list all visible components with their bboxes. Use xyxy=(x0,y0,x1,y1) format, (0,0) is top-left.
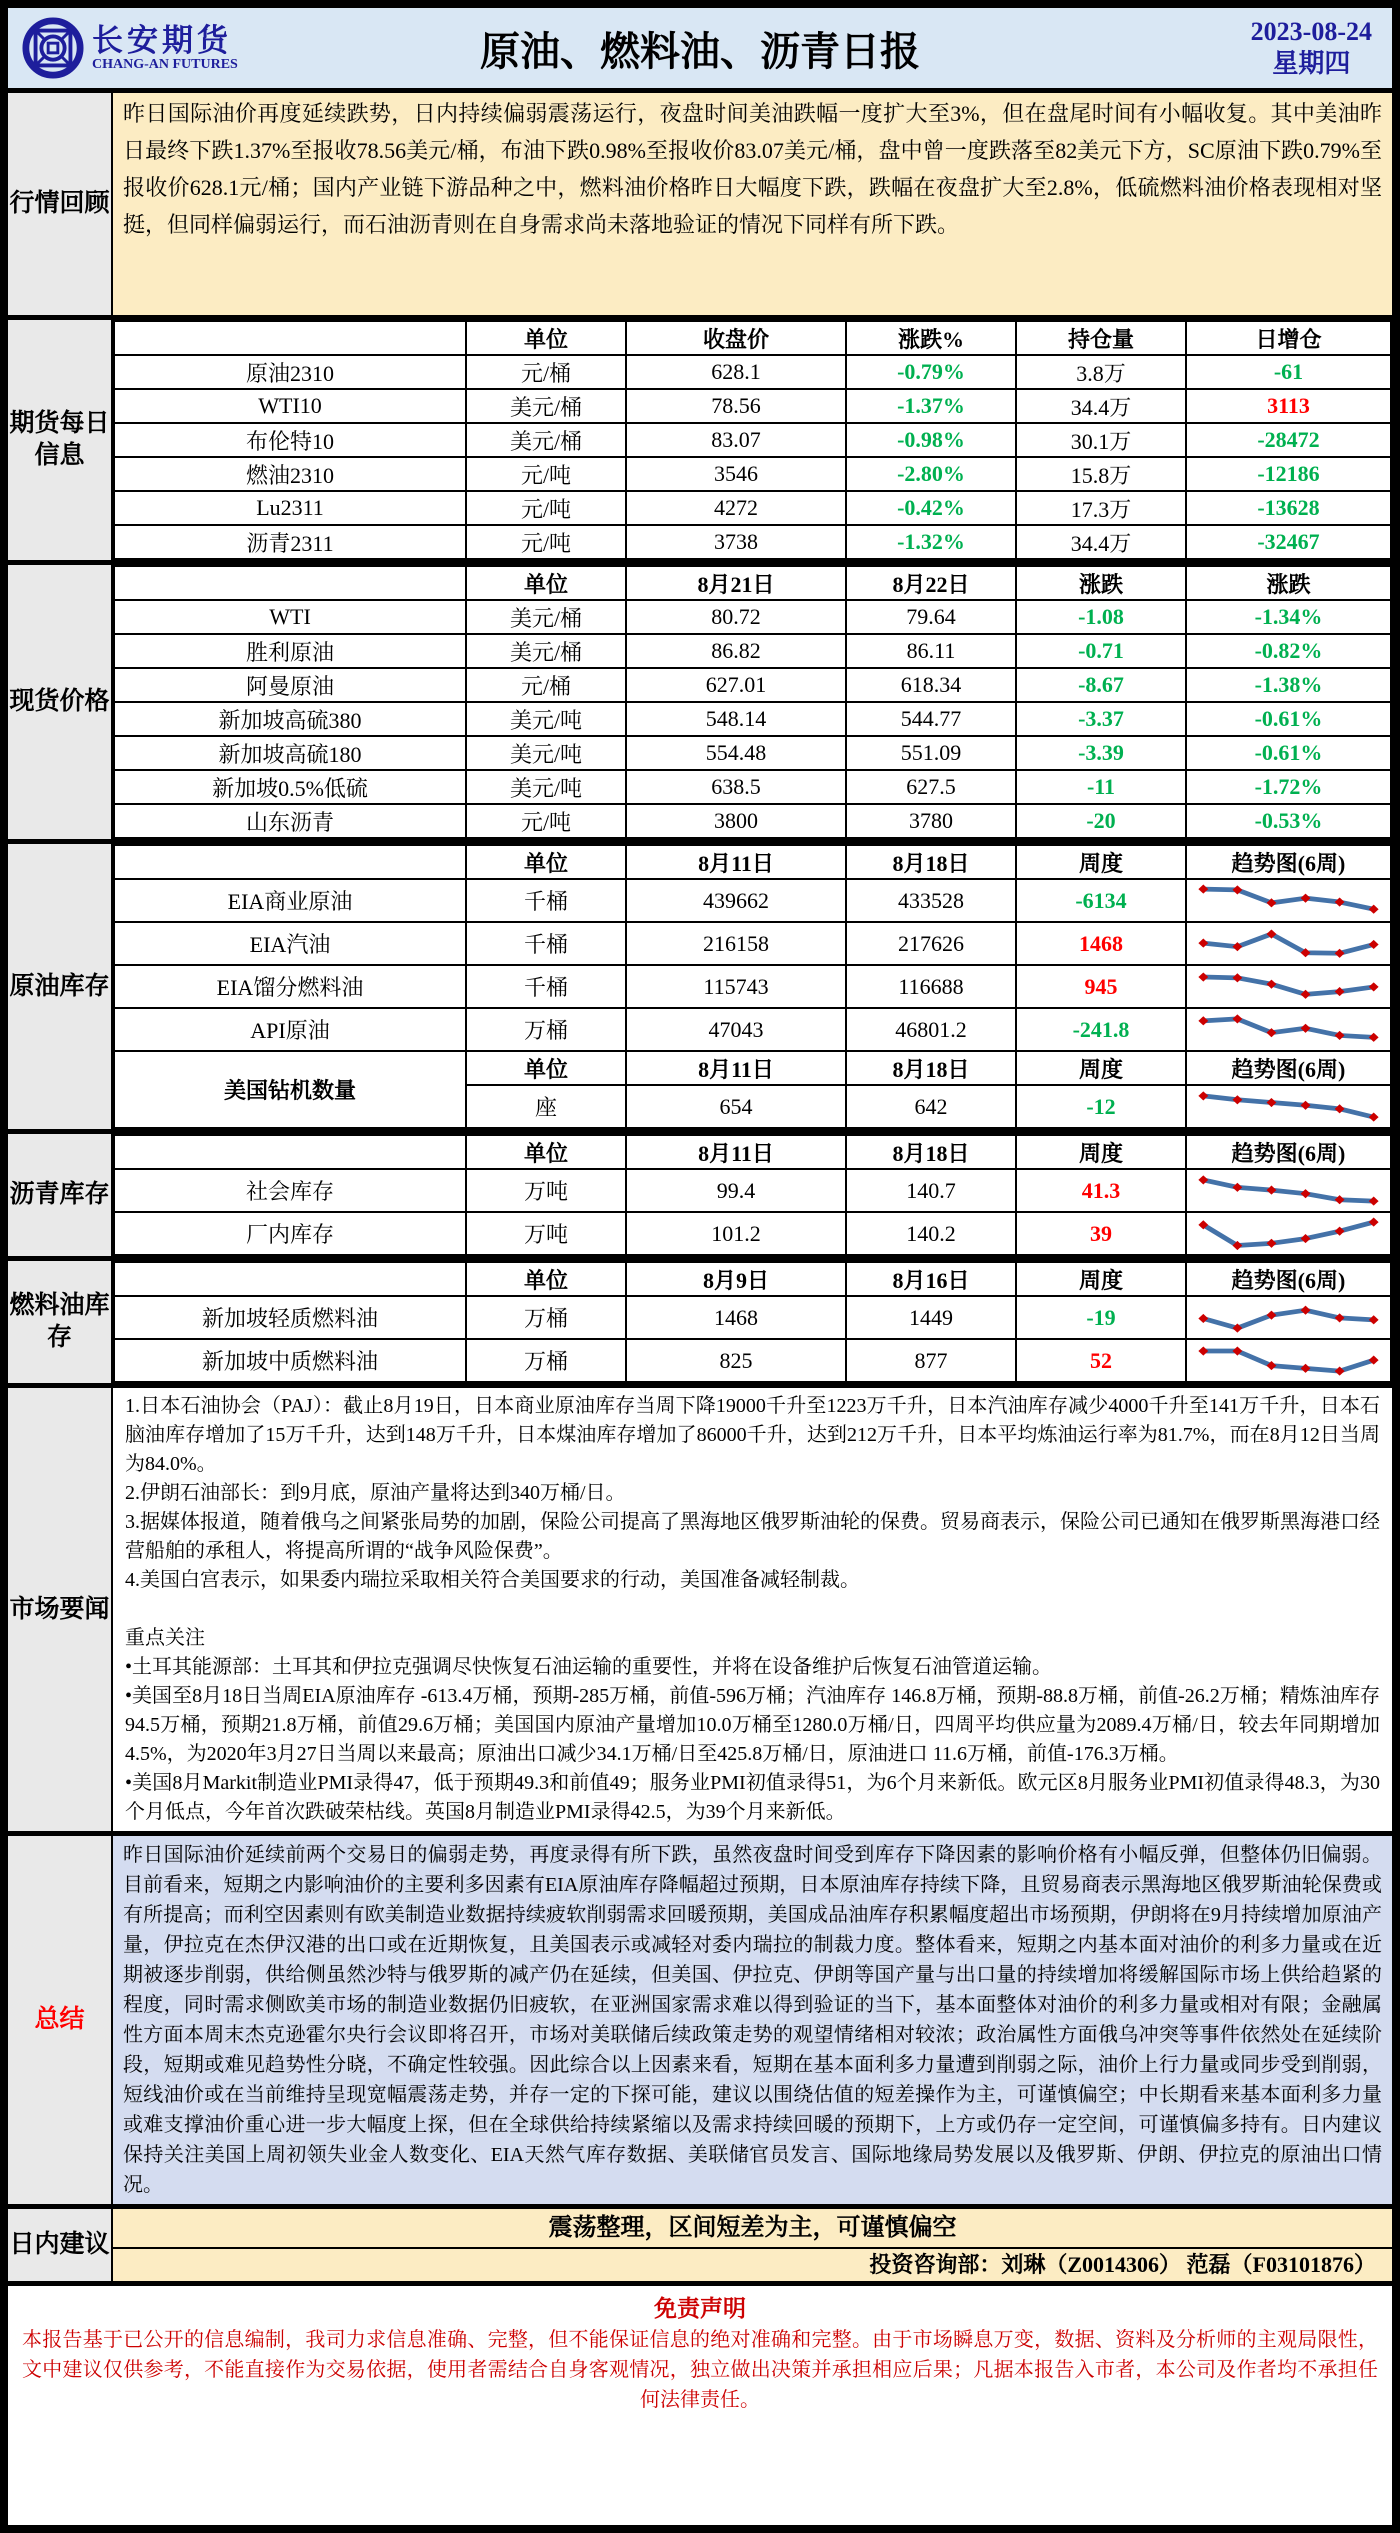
table-cell xyxy=(114,845,466,879)
table-cell: 30.1万 xyxy=(1016,423,1186,457)
disclaimer-text: 本报告基于已公开的信息编制，我司力求信息准确、完整，但不能保证信息的绝对准确和完整。由于市场瞬息万变，数据、资料及分析师的主观局限性，文中建议仅供参考，不能直接作为交易依据，使用者需结合自身客观情况，独立做出决策并承担相应后果；凡据本报告入市者，本公司及作者均不承担任何法律责任。 xyxy=(22,2329,1378,2411)
table-cell: 8月16日 xyxy=(846,1262,1016,1296)
table-cell: 元/吨 xyxy=(466,525,626,559)
disclaimer-title: 免责声明 xyxy=(654,2296,746,2321)
table-cell: 1468 xyxy=(626,1296,846,1339)
table-cell: 元/吨 xyxy=(466,804,626,838)
section-advice xyxy=(8,2204,1392,2281)
table-header-row xyxy=(114,321,1391,355)
table-cell: 628.1 xyxy=(626,355,846,389)
table-cell: 原油2310 xyxy=(114,355,466,389)
table-row xyxy=(114,1169,1391,1212)
fuel-inventory-table xyxy=(113,1261,1392,1383)
table-cell: 140.2 xyxy=(846,1212,1016,1255)
table-cell: 燃油2310 xyxy=(114,457,466,491)
table-cell xyxy=(114,1262,466,1296)
table-cell xyxy=(114,566,466,600)
trend-sparkline-chart xyxy=(1191,1299,1386,1337)
table-row xyxy=(114,355,1391,389)
spot-price-table xyxy=(113,565,1392,839)
trend-sparkline-cell xyxy=(1186,1008,1391,1051)
asphalt-inventory-table xyxy=(113,1134,1392,1256)
table-cell: 美元/桶 xyxy=(466,600,626,634)
news-text-block xyxy=(113,1388,1392,1831)
table-cell: 34.4万 xyxy=(1016,525,1186,559)
news-item: 4.美国白宫表示，如果委内瑞拉采取相关符合美国要求的行动，美国准备减轻制裁。 xyxy=(125,1569,860,1591)
table-cell: 79.64 xyxy=(846,600,1016,634)
trend-sparkline-chart xyxy=(1191,925,1386,963)
table-cell: 654 xyxy=(626,1085,846,1128)
rig-count-header-row xyxy=(114,1051,1391,1085)
table-cell: 元/吨 xyxy=(466,457,626,491)
table-cell: 美元/吨 xyxy=(466,736,626,770)
news-focus-item: •美国8月Markit制造业PMI录得47，低于预期49.3和前值49；服务业PMI初值录得51，为6个月来新低。欧元区8月服务业PMI初值录得48.3，为30个月低点，今年首次跌破荣枯线。英国8月制造业PMI录得42.5，为39个月来新低。 xyxy=(125,1772,1380,1823)
table-cell: 39 xyxy=(1016,1212,1186,1255)
table-cell: 86.11 xyxy=(846,634,1016,668)
logo-company-name: 长安期货 xyxy=(92,22,232,58)
trend-sparkline-cell xyxy=(1186,965,1391,1008)
table-cell: -0.61% xyxy=(1186,736,1391,770)
table-row xyxy=(114,965,1391,1008)
table-row xyxy=(114,736,1391,770)
table-cell: 877 xyxy=(846,1339,1016,1382)
table-cell xyxy=(114,1135,466,1169)
table-cell: 3800 xyxy=(626,804,846,838)
futures-table xyxy=(113,320,1392,560)
table-cell: 元/桶 xyxy=(466,668,626,702)
news-focus-item: •土耳其能源部：土耳其和伊拉克强调尽快恢复石油运输的重要性，并将在设备维护后恢复石油管道运输。 xyxy=(125,1656,1053,1678)
trend-sparkline-chart xyxy=(1191,1342,1386,1380)
table-row xyxy=(114,770,1391,804)
table-cell: -1.32% xyxy=(846,525,1016,559)
table-row xyxy=(114,1339,1391,1382)
news-section-label: 市场要闻 xyxy=(8,1388,113,1831)
table-cell: 趋势图(6周) xyxy=(1186,1051,1391,1085)
table-cell: 座 xyxy=(466,1085,626,1128)
table-row xyxy=(114,491,1391,525)
table-cell: 厂内库存 xyxy=(114,1212,466,1255)
table-cell: 8月9日 xyxy=(626,1262,846,1296)
table-cell: 单位 xyxy=(466,566,626,600)
table-cell: -0.79% xyxy=(846,355,1016,389)
table-cell: 825 xyxy=(626,1339,846,1382)
table-cell: 99.4 xyxy=(626,1169,846,1212)
table-cell: 周度 xyxy=(1016,845,1186,879)
date-value: 2023-08-24 xyxy=(1250,17,1372,46)
table-header-row xyxy=(114,845,1391,879)
table-cell: 元/桶 xyxy=(466,355,626,389)
table-cell: 41.3 xyxy=(1016,1169,1186,1212)
table-cell: 单位 xyxy=(466,321,626,355)
table-cell: 涨跌% xyxy=(846,321,1016,355)
table-cell: -1.72% xyxy=(1186,770,1391,804)
news-spacer xyxy=(125,1595,1380,1624)
section-summary xyxy=(8,1831,1392,2204)
table-row xyxy=(114,879,1391,922)
table-cell: 8月11日 xyxy=(626,1051,846,1085)
trend-sparkline-chart xyxy=(1191,882,1386,920)
table-cell: 548.14 xyxy=(626,702,846,736)
trend-sparkline-chart xyxy=(1191,968,1386,1006)
news-item: 1.日本石油协会（PAJ）：截止8月19日，日本商业原油库存当周下降19000千升至1223万千升，日本汽油库存减少4000千升至141万千升，日本石脑油库存增加了15万千升，达到148万千升，日本煤油库存增加了86000千升，达到212万千升，日本平均炼油运行率为81.7%，而在8月12日当周为84.0%。 xyxy=(125,1395,1380,1475)
table-cell: 216158 xyxy=(626,922,846,965)
table-cell: 1468 xyxy=(1016,922,1186,965)
table-cell: 80.72 xyxy=(626,600,846,634)
table-cell: 945 xyxy=(1016,965,1186,1008)
table-cell: 涨跌 xyxy=(1186,566,1391,600)
advice-analyst-info: 投资咨询部：刘琳（Z0014306） 范磊（F03101876） xyxy=(113,2249,1392,2281)
table-cell: -19 xyxy=(1016,1296,1186,1339)
table-cell: 单位 xyxy=(466,845,626,879)
table-cell: 3.8万 xyxy=(1016,355,1186,389)
table-cell: 1449 xyxy=(846,1296,1016,1339)
table-cell: -1.08 xyxy=(1016,600,1186,634)
table-cell: API原油 xyxy=(114,1008,466,1051)
table-cell: 116688 xyxy=(846,965,1016,1008)
advice-text: 震荡整理，区间短差为主，可谨慎偏空 xyxy=(113,2209,1392,2249)
trend-sparkline-cell xyxy=(1186,879,1391,922)
table-cell: -0.61% xyxy=(1186,702,1391,736)
table-cell: 101.2 xyxy=(626,1212,846,1255)
section-futures xyxy=(8,315,1392,560)
table-cell: 周度 xyxy=(1016,1262,1186,1296)
section-news xyxy=(8,1383,1392,1831)
table-cell: 618.34 xyxy=(846,668,1016,702)
table-cell: 元/吨 xyxy=(466,491,626,525)
table-cell: 544.77 xyxy=(846,702,1016,736)
table-row xyxy=(114,922,1391,965)
table-header-row xyxy=(114,566,1391,600)
table-cell: 78.56 xyxy=(626,389,846,423)
trend-sparkline-cell xyxy=(1186,922,1391,965)
crude-inventory-table xyxy=(113,844,1392,1129)
section-disclaimer xyxy=(8,2281,1392,2525)
table-cell: -12186 xyxy=(1186,457,1391,491)
summary-text: 昨日国际油价延续前两个交易日的偏弱走势，再度录得有所下跌，虽然夜盘时间受到库存下降因素的影响价格有小幅反弹，但整体仍旧偏弱。目前看来，短期之内影响油价的主要利多因素有EIA原油库存降幅超过预期，日本原油库存持续下降，且贸易商表示黑海地区俄罗斯油轮保费或有所提高；而利空因素则有欧美制造业数据持续疲软削弱需求回暖预期，美国成品油库存积累幅度超出市场预期，伊朗将在9月持续增加原油产量，伊拉克在杰伊汉港的出口或在近期恢复，且美国表示或减轻对委内瑞拉的制裁力度。整体看来，短期之内基本面对油价的利多力量或在近期被逐步削弱，供给侧虽然沙特与俄罗斯的减产仍在延续，但美国、伊拉克、伊朗等国产量与出口量的持续增加将缓解国际市场上供给趋紧的程度，同时需求侧欧美市场的制造业数据仍旧疲软，在亚洲国家需求难以得到验证的当下，基本面整体对油价的利多力量或相对有限；金融属性方面本周末杰克逊霍尔央行会议即将召开，市场对美联储后续政策走势的观望情绪相对较浓；政治属性方面俄乌冲突等事件依然处在延续阶段，短期或难见趋势性分晓，不确定性较强。因此综合以上因素来看，短期在基本面利多力量遭到削弱之际，油价上行力量或同步受到削弱，短线油价或在当前维持呈现宽幅震荡走势，并存一定的下探可能，建议以围绕估值的短差操作为主，可谨慎偏空；中长期看来基本面利多力量或难支撑油价重心进一步大幅度上探，但在全球供给持续紧缩以及需求持续回暖的预期下，上方或仍存一定空间，可谨慎偏多持有。日内建议保持关注美国上周初领失业金人数变化、EIA天然气库存数据、美联储官员发言、国际地缘局势发展以及俄罗斯、伊朗、伊拉克的原油出口情况。 xyxy=(113,1836,1392,2204)
table-cell: 8月22日 xyxy=(846,566,1016,600)
table-cell: 持仓量 xyxy=(1016,321,1186,355)
fuel-inventory-section-label: 燃料油库存 xyxy=(8,1261,113,1383)
table-cell: WTI xyxy=(114,600,466,634)
logo-company-name-en: CHANG-AN FUTURES xyxy=(92,56,238,72)
table-cell: 日增仓 xyxy=(1186,321,1391,355)
table-cell: -1.34% xyxy=(1186,600,1391,634)
table-cell: 新加坡中质燃料油 xyxy=(114,1339,466,1382)
news-focus-title: 重点关注 xyxy=(125,1627,205,1649)
table-cell: 140.7 xyxy=(846,1169,1016,1212)
table-cell: 周度 xyxy=(1016,1135,1186,1169)
table-row xyxy=(114,668,1391,702)
table-cell: 217626 xyxy=(846,922,1016,965)
table-cell: 趋势图(6周) xyxy=(1186,1262,1391,1296)
table-cell: 新加坡高硫380 xyxy=(114,702,466,736)
logo-text xyxy=(92,22,238,72)
table-cell: 胜利原油 xyxy=(114,634,466,668)
table-cell: 美元/桶 xyxy=(466,389,626,423)
table-cell: -6134 xyxy=(1016,879,1186,922)
table-cell: EIA汽油 xyxy=(114,922,466,965)
table-cell: -32467 xyxy=(1186,525,1391,559)
table-cell: 美元/吨 xyxy=(466,702,626,736)
table-cell: 15.8万 xyxy=(1016,457,1186,491)
table-cell: 83.07 xyxy=(626,423,846,457)
table-row xyxy=(114,702,1391,736)
logo-coin-icon xyxy=(22,17,84,79)
table-cell: EIA馏分燃料油 xyxy=(114,965,466,1008)
table-cell: -28472 xyxy=(1186,423,1391,457)
table-cell: 新加坡高硫180 xyxy=(114,736,466,770)
asphalt-inventory-section-label: 沥青库存 xyxy=(8,1134,113,1256)
table-cell: 万桶 xyxy=(466,1339,626,1382)
trend-sparkline-cell xyxy=(1186,1296,1391,1339)
table-cell: -1.38% xyxy=(1186,668,1391,702)
table-cell: 趋势图(6周) xyxy=(1186,1135,1391,1169)
table-row xyxy=(114,525,1391,559)
table-cell: 4272 xyxy=(626,491,846,525)
table-cell: -8.67 xyxy=(1016,668,1186,702)
table-cell: -0.53% xyxy=(1186,804,1391,838)
futures-section-label: 期货每日信息 xyxy=(8,320,113,560)
table-row xyxy=(114,1008,1391,1051)
advice-section-label: 日内建议 xyxy=(8,2209,113,2281)
table-cell: EIA商业原油 xyxy=(114,879,466,922)
spot-section-label: 现货价格 xyxy=(8,565,113,839)
table-cell: 627.01 xyxy=(626,668,846,702)
trend-sparkline-cell xyxy=(1186,1339,1391,1382)
table-cell: -3.37 xyxy=(1016,702,1186,736)
table-cell: 551.09 xyxy=(846,736,1016,770)
table-cell: 8月18日 xyxy=(846,845,1016,879)
table-cell: -20 xyxy=(1016,804,1186,838)
table-cell: -0.42% xyxy=(846,491,1016,525)
company-logo xyxy=(22,17,238,79)
table-cell: -12 xyxy=(1016,1085,1186,1128)
table-cell: 万桶 xyxy=(466,1296,626,1339)
table-row xyxy=(114,804,1391,838)
table-cell: -3.39 xyxy=(1016,736,1186,770)
table-cell: 社会库存 xyxy=(114,1169,466,1212)
report-title: 原油、燃料油、沥青日报 xyxy=(480,28,920,74)
trend-sparkline-cell xyxy=(1186,1085,1391,1128)
trend-sparkline-chart xyxy=(1191,1172,1386,1210)
table-header-row xyxy=(114,1135,1391,1169)
table-cell: 8月11日 xyxy=(626,845,846,879)
trend-sparkline-chart xyxy=(1191,1215,1386,1253)
table-cell: 周度 xyxy=(1016,1051,1186,1085)
table-cell: 涨跌 xyxy=(1016,566,1186,600)
weekday-value: 星期四 xyxy=(1272,49,1351,78)
report-date xyxy=(1251,16,1378,80)
trend-sparkline-cell xyxy=(1186,1212,1391,1255)
table-row xyxy=(114,1212,1391,1255)
table-cell: 万吨 xyxy=(466,1212,626,1255)
table-cell xyxy=(114,321,466,355)
table-cell: 8月18日 xyxy=(846,1135,1016,1169)
table-cell: 沥青2311 xyxy=(114,525,466,559)
trend-sparkline-chart xyxy=(1191,1011,1386,1049)
table-cell: 8月18日 xyxy=(846,1051,1016,1085)
table-cell: 34.4万 xyxy=(1016,389,1186,423)
section-review xyxy=(8,88,1392,315)
table-cell: 万吨 xyxy=(466,1169,626,1212)
table-cell: 美元/桶 xyxy=(466,634,626,668)
table-cell: -0.82% xyxy=(1186,634,1391,668)
table-cell: 千桶 xyxy=(466,922,626,965)
table-cell: -1.37% xyxy=(846,389,1016,423)
section-crude-inventory xyxy=(8,839,1392,1129)
table-cell: 美元/吨 xyxy=(466,770,626,804)
table-cell: 万桶 xyxy=(466,1008,626,1051)
section-spot xyxy=(8,560,1392,839)
table-cell: -2.80% xyxy=(846,457,1016,491)
table-cell: 山东沥青 xyxy=(114,804,466,838)
table-cell: 3780 xyxy=(846,804,1016,838)
trend-sparkline-chart xyxy=(1191,1088,1386,1126)
table-cell: Lu2311 xyxy=(114,491,466,525)
table-cell: 3546 xyxy=(626,457,846,491)
table-cell: 单位 xyxy=(466,1135,626,1169)
table-cell: 3113 xyxy=(1186,389,1391,423)
table-row xyxy=(114,1296,1391,1339)
table-row xyxy=(114,600,1391,634)
section-fuel-inventory xyxy=(8,1256,1392,1383)
table-cell: -11 xyxy=(1016,770,1186,804)
news-item: 2.伊朗石油部长：到9月底，原油产量将达到340万桶/日。 xyxy=(125,1482,626,1504)
report-header xyxy=(8,8,1392,88)
table-cell: 46801.2 xyxy=(846,1008,1016,1051)
table-cell: 千桶 xyxy=(466,879,626,922)
summary-section-label: 总结 xyxy=(8,1836,113,2204)
table-cell: 554.48 xyxy=(626,736,846,770)
table-cell: 47043 xyxy=(626,1008,846,1051)
section-asphalt-inventory xyxy=(8,1129,1392,1256)
table-cell: 642 xyxy=(846,1085,1016,1128)
review-text: 昨日国际油价再度延续跌势，日内持续偏弱震荡运行，夜盘时间美油跌幅一度扩大至3%，但在盘尾时间有小幅收复。其中美油昨日最终下跌1.37%至报收78.56美元/桶，布油下跌0.98%至报收价83.07美元/桶，盘中曾一度跌落至82美元下方，SC原油下跌0.79%至报收价628.1元/桶；国内产业链下游品种之中，燃料油价格昨日大幅度下跌，跌幅在夜盘扩大至2.8%，低硫燃料油价格表现相对坚挺，但同样偏弱运行，而石油沥青则在自身需求尚未落地验证的情况下同样有所下跌。 xyxy=(113,93,1392,315)
table-cell: 收盘价 xyxy=(626,321,846,355)
table-row xyxy=(114,389,1391,423)
table-cell: 8月21日 xyxy=(626,566,846,600)
table-cell: 趋势图(6周) xyxy=(1186,845,1391,879)
table-row xyxy=(114,634,1391,668)
crude-inventory-section-label: 原油库存 xyxy=(8,844,113,1129)
table-cell: 8月11日 xyxy=(626,1135,846,1169)
table-cell: 638.5 xyxy=(626,770,846,804)
trend-sparkline-cell xyxy=(1186,1169,1391,1212)
table-cell: -241.8 xyxy=(1016,1008,1186,1051)
table-cell: 布伦特10 xyxy=(114,423,466,457)
table-cell: -0.98% xyxy=(846,423,1016,457)
review-section-label: 行情回顾 xyxy=(8,93,113,315)
table-cell: 新加坡0.5%低硫 xyxy=(114,770,466,804)
table-cell: 新加坡轻质燃料油 xyxy=(114,1296,466,1339)
news-focus-item: •美国至8月18日当周EIA原油库存 -613.4万桶，预期-285万桶，前值-596万桶；汽油库存 146.8万桶，预期-88.8万桶，前值-26.2万桶；精炼油库存 94.5万桶，预期21.8万桶，前值29.6万桶；美国国内原油产量增加10.0万桶至1280.0万桶/日，四周平均供应量为2089.4万桶/日，较去年同期增加4.5%，为2020年3月27日当周以来最高；原油出口减少34.1万桶/日至425.8万桶/日，原油进口 11.6万桶，前值-176.3万桶。 xyxy=(125,1685,1380,1765)
table-cell: 千桶 xyxy=(466,965,626,1008)
table-cell: -61 xyxy=(1186,355,1391,389)
table-cell: 单位 xyxy=(466,1051,626,1085)
table-header-row xyxy=(114,1262,1391,1296)
table-row xyxy=(114,457,1391,491)
table-cell: 52 xyxy=(1016,1339,1186,1382)
table-cell: 627.5 xyxy=(846,770,1016,804)
table-cell: 美国钻机数量 xyxy=(114,1051,466,1128)
table-cell: 439662 xyxy=(626,879,846,922)
table-cell: -0.71 xyxy=(1016,634,1186,668)
table-cell: 115743 xyxy=(626,965,846,1008)
table-cell: 17.3万 xyxy=(1016,491,1186,525)
table-cell: 美元/桶 xyxy=(466,423,626,457)
table-cell: 3738 xyxy=(626,525,846,559)
table-cell: 86.82 xyxy=(626,634,846,668)
table-cell: -13628 xyxy=(1186,491,1391,525)
news-item: 3.据媒体报道，随着俄乌之间紧张局势的加剧，保险公司提高了黑海地区俄罗斯油轮的保费。贸易商表示，保险公司已通知在俄罗斯黑海港口经营船舶的承租人，将提高所谓的“战争风险保费”。 xyxy=(125,1511,1380,1562)
table-cell: 433528 xyxy=(846,879,1016,922)
table-cell: 单位 xyxy=(466,1262,626,1296)
table-row xyxy=(114,423,1391,457)
table-cell: 阿曼原油 xyxy=(114,668,466,702)
table-cell: WTI10 xyxy=(114,389,466,423)
